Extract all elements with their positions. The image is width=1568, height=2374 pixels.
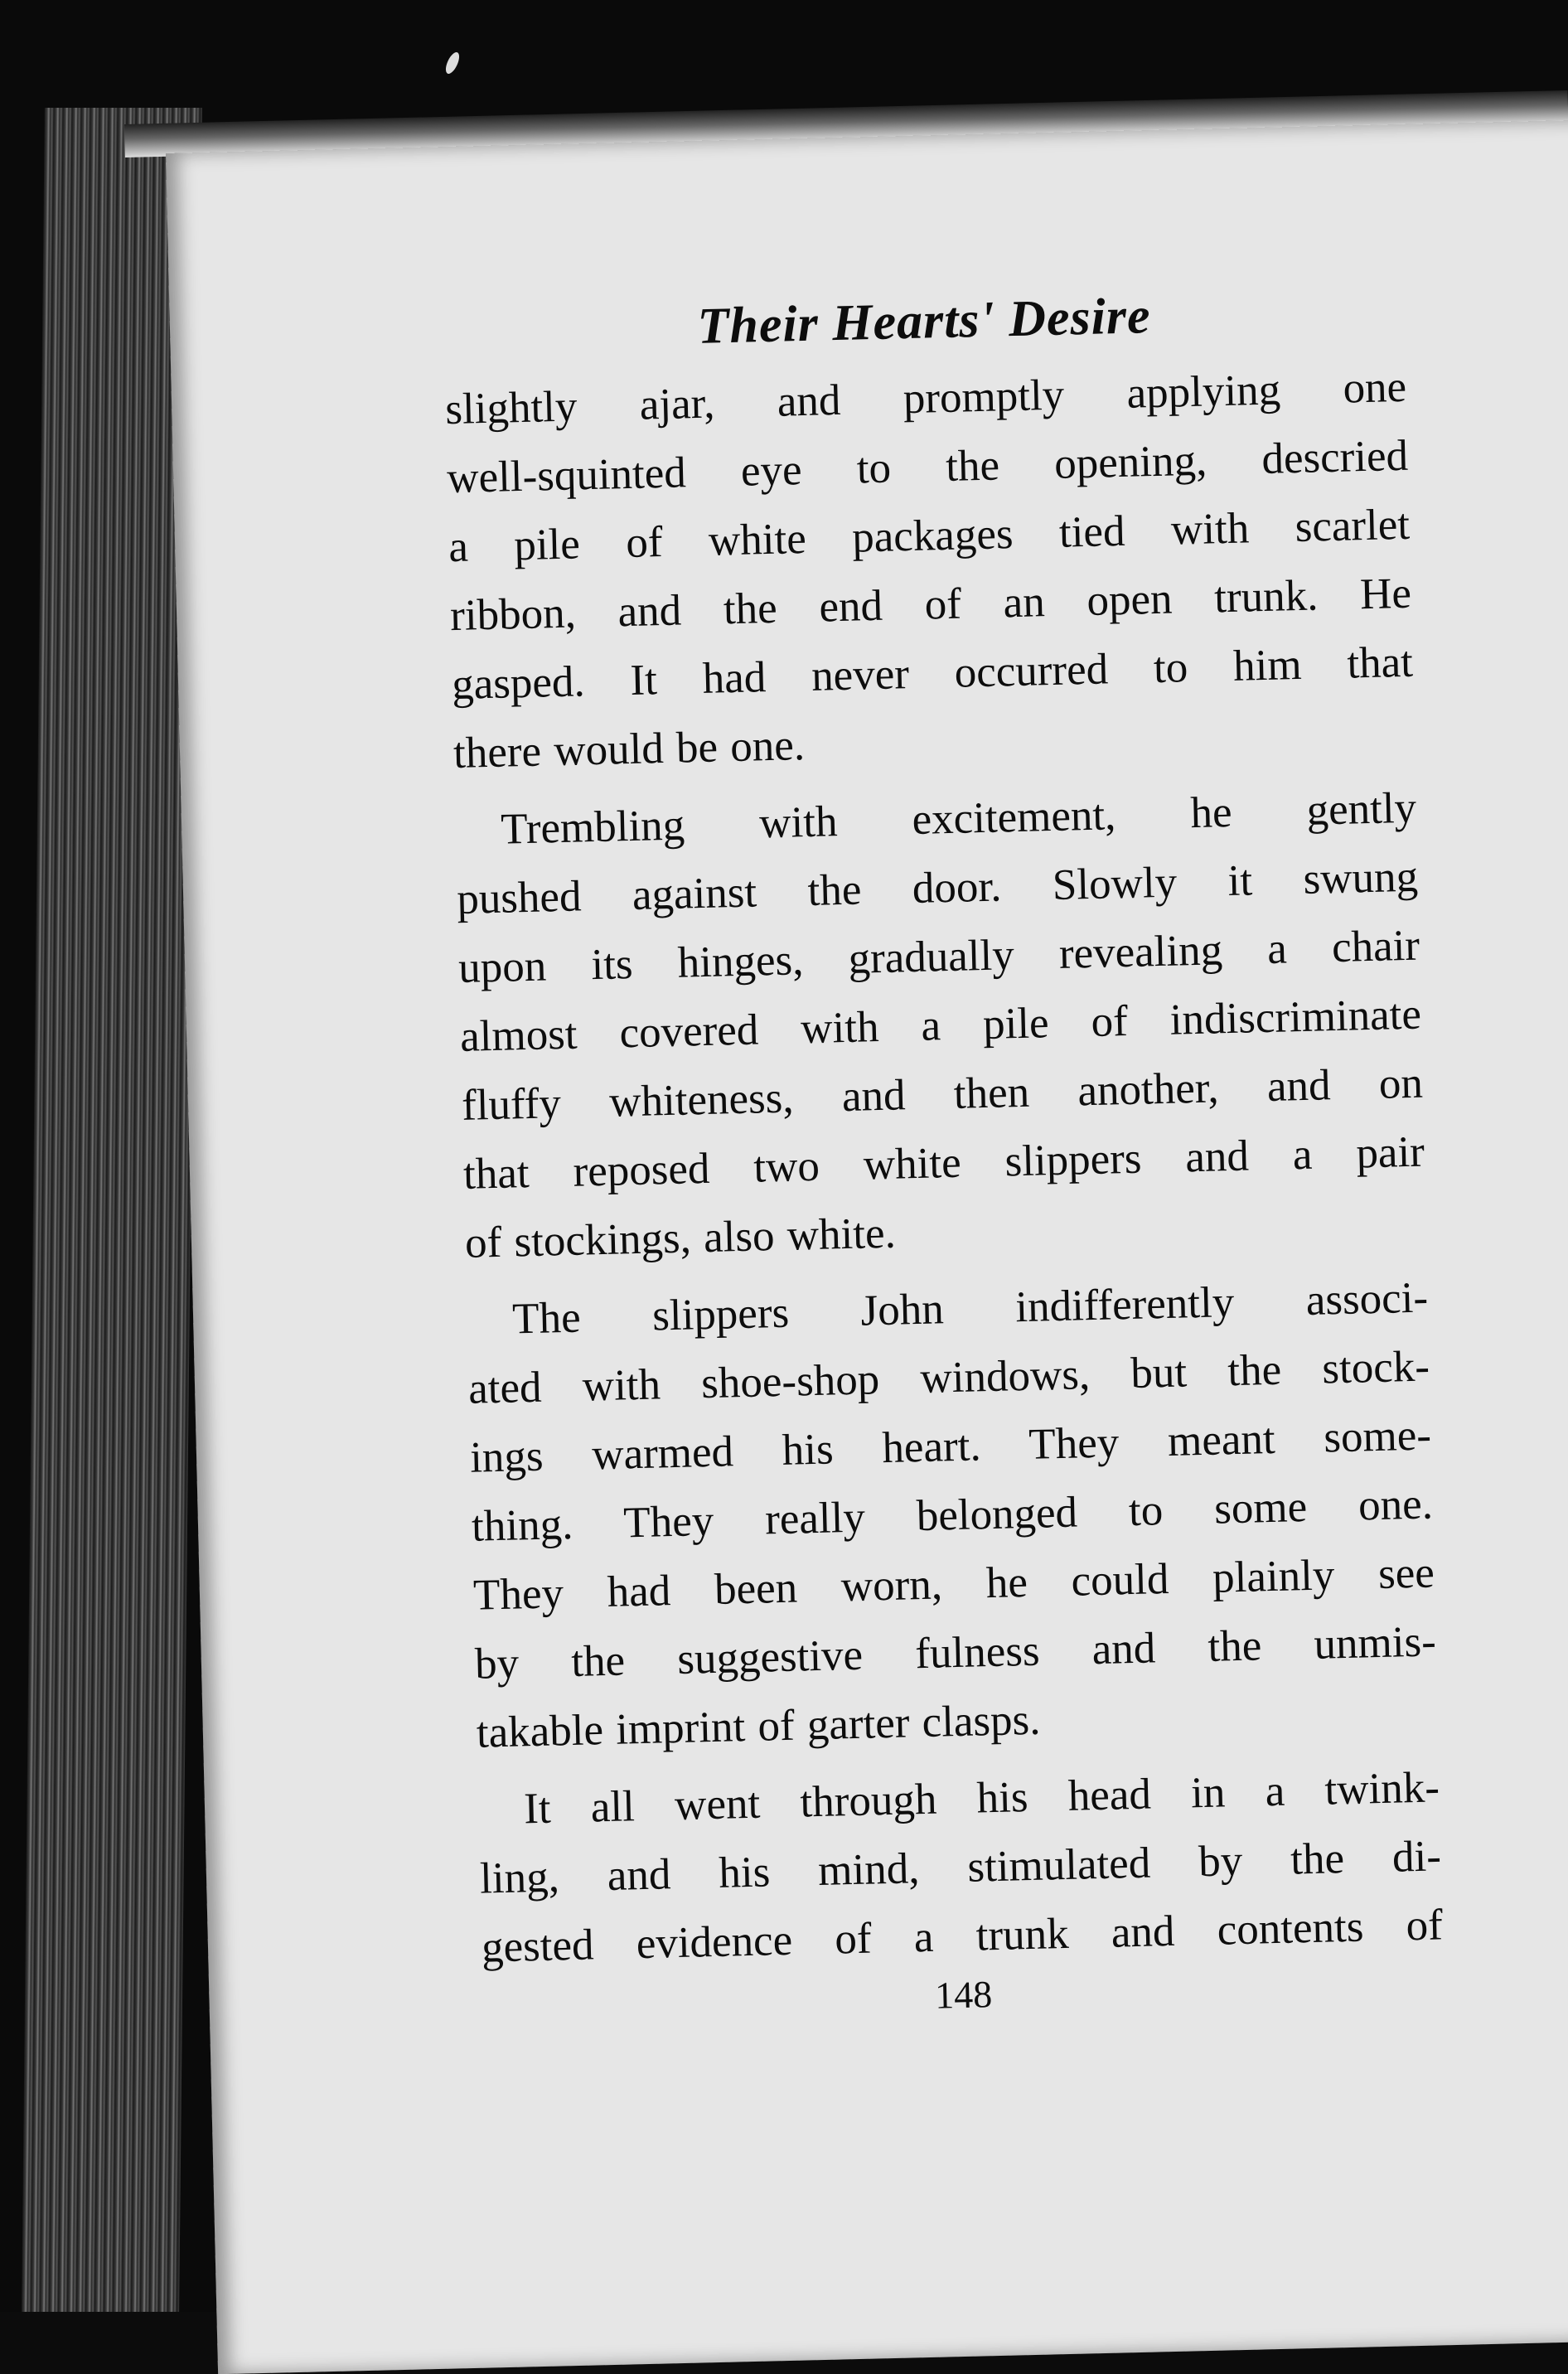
paragraph-4 xyxy=(477,1754,1444,1983)
text-line: almost covered with a pile of indiscriminate xyxy=(459,990,1422,1062)
book-page xyxy=(166,119,1568,2374)
text-line: thing. They really belonged to some one. xyxy=(471,1480,1434,1551)
page-number: 148 xyxy=(934,1973,993,2017)
text-line: well-squinted eye to the opening, descried xyxy=(446,431,1409,503)
text-line: a pile of white packages tied with scarlet xyxy=(448,500,1411,572)
text-line: slightly ajar, and promptly applying one xyxy=(444,363,1407,434)
text-line: pushed against the door. Slowly it swung xyxy=(456,852,1419,924)
text-line: ling, and his mind, stimulated by the di- xyxy=(479,1832,1442,1903)
text-line: ated with shoe-shop windows, but the stock- xyxy=(467,1342,1430,1413)
paragraph-3 xyxy=(466,1264,1438,1768)
text-line: by the suggestive fulness and the unmis- xyxy=(474,1617,1437,1688)
text-line: It all went through his head in a twink- xyxy=(523,1763,1440,1834)
text-line: there would be one. xyxy=(452,721,806,778)
text-line: gasped. It had never occurred to him that xyxy=(451,637,1414,710)
text-line: The slippers John indifferently associ- xyxy=(511,1273,1429,1344)
paragraph-1 xyxy=(444,353,1415,788)
text-line: takable imprint of garter clasps. xyxy=(476,1695,1042,1757)
text-line: that reposed two white slippers and a pair xyxy=(462,1127,1425,1199)
running-head: Their Hearts' Desire xyxy=(696,288,1152,355)
text-line: gested evidence of a trunk and contents of xyxy=(481,1901,1444,1972)
text-line: They had been worn, he could plainly see xyxy=(472,1548,1435,1620)
text-line: fluffy whiteness, and then another, and on xyxy=(461,1059,1424,1131)
text-line: ings warmed his heart. They meant some- xyxy=(469,1411,1432,1482)
text-line: ribbon, and the end of an open trunk. He xyxy=(449,569,1412,641)
text-line: Trembling with excitement, he gently xyxy=(500,783,1417,854)
text-line: of stockings, also white. xyxy=(464,1209,897,1268)
text-line: upon its hinges, gradually revealing a chair xyxy=(457,921,1420,993)
paragraph-2 xyxy=(454,774,1426,1278)
page-content xyxy=(443,282,1445,2026)
dust-speck xyxy=(443,51,462,75)
